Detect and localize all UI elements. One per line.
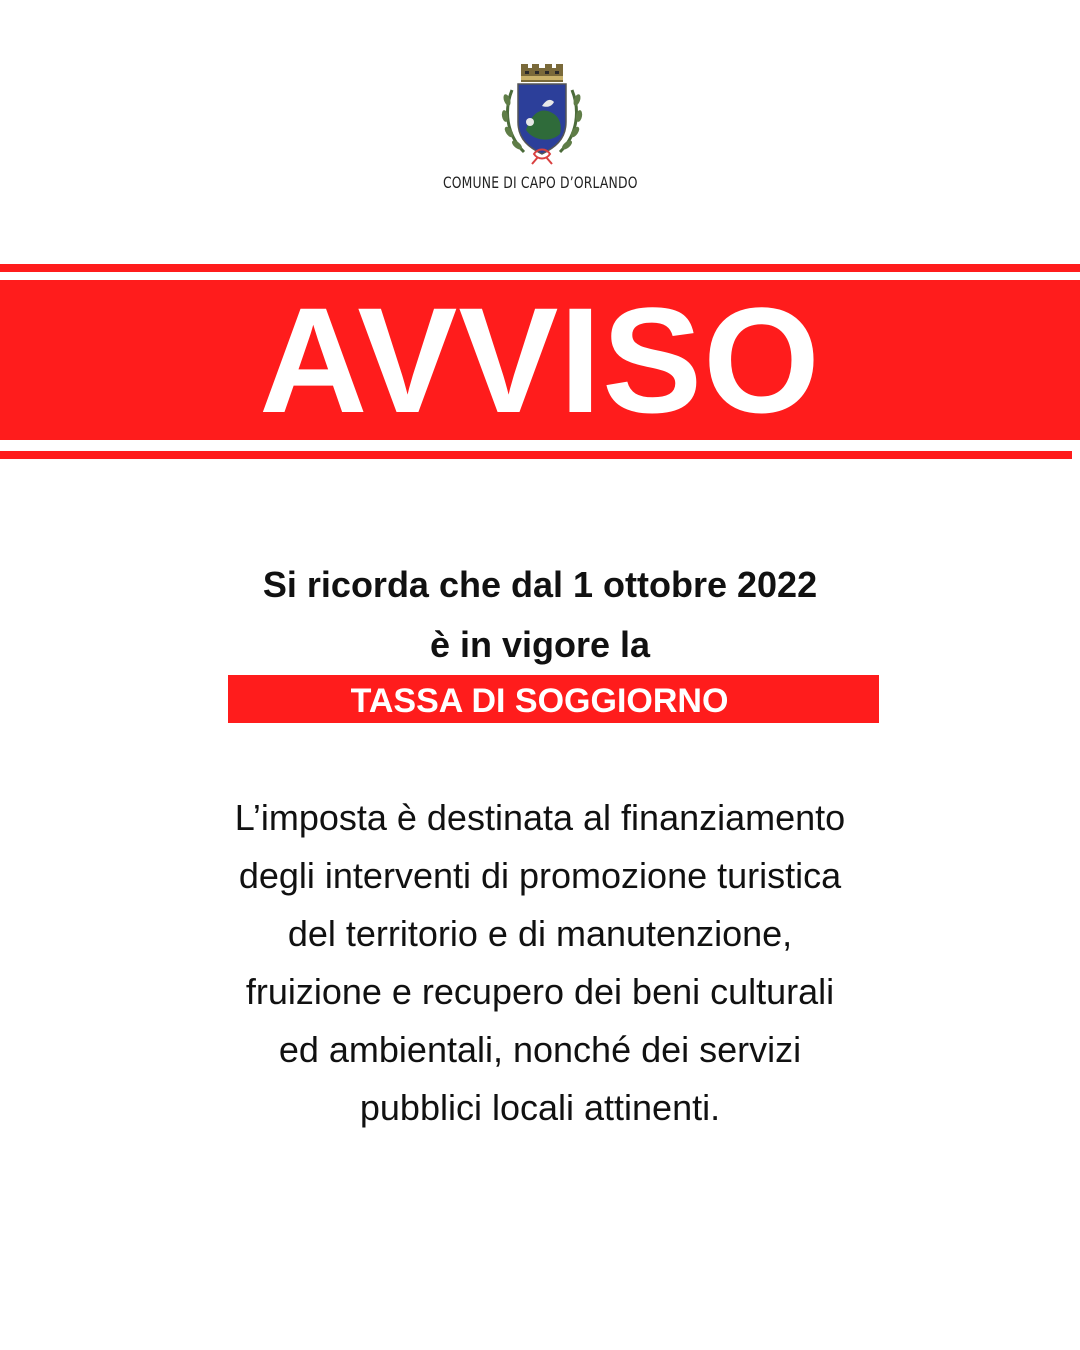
municipality-name: COMUNE DI CAPO D’ORLANDO	[442, 173, 638, 192]
tax-label: TASSA DI SOGGIORNO	[350, 682, 729, 720]
description-line: ed ambientali, nonché dei servizi	[278, 1029, 802, 1070]
bottom-accent-stripe	[0, 451, 1072, 459]
coat-of-arms-icon	[494, 60, 590, 168]
top-accent-stripe	[0, 264, 1080, 272]
description-line: degli interventi di promozione turistica	[238, 855, 842, 896]
description-paragraph	[0, 789, 1080, 1137]
description-line: fruizione e recupero dei beni culturali	[245, 971, 835, 1012]
description-line: L’imposta è destinata al finanziamento	[234, 797, 846, 838]
description-line: del territorio e di manutenzione,	[287, 913, 793, 954]
banner-title: AVVISO	[259, 276, 821, 444]
intro-line-2: è in vigore la	[429, 624, 651, 665]
intro-line-1: Si ricorda che dal 1 ottobre 2022	[262, 564, 818, 605]
description-line: pubblici locali attinenti.	[359, 1087, 721, 1128]
tax-highlight-box	[228, 675, 879, 723]
notice-banner	[0, 276, 1080, 444]
